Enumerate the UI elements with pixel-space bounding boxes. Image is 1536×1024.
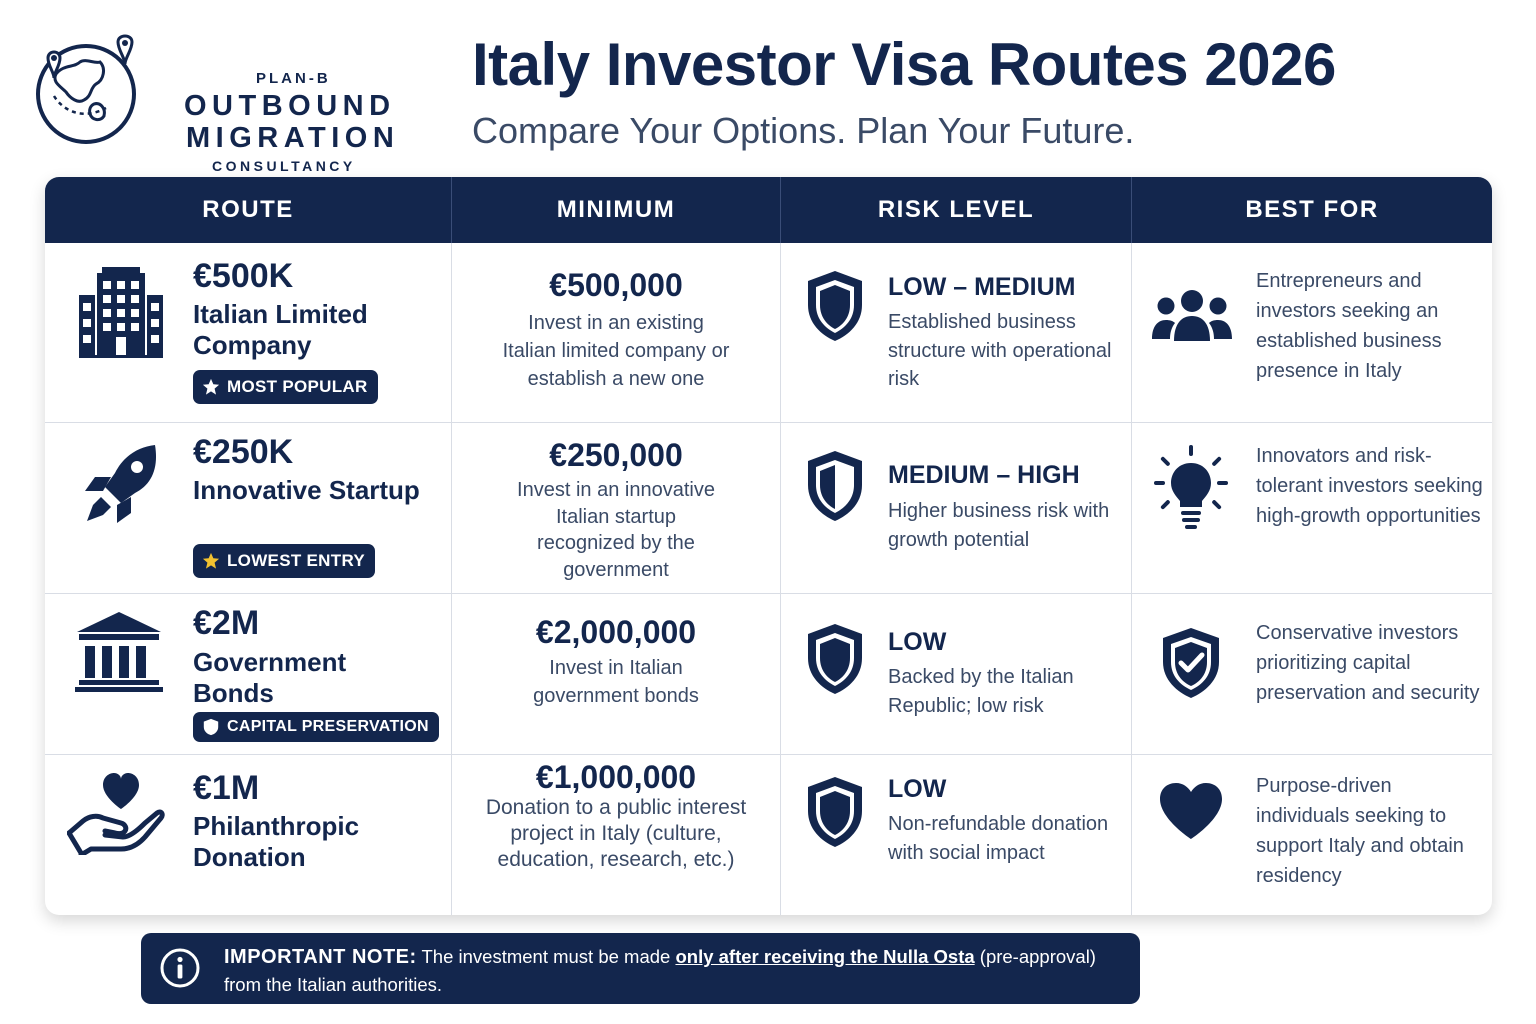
risk-cell [781, 594, 1131, 754]
important-note-banner [141, 933, 1140, 1004]
minimum-cell [452, 755, 780, 915]
badge-capital-preservation [193, 712, 439, 742]
badge-label: CAPITAL PRESERVATION [227, 718, 429, 735]
best-for-description: Entrepreneurs and investors seeking an established business presence in Italy [1256, 270, 1442, 382]
group-of-people-icon [1152, 289, 1232, 343]
shield-check-icon [1160, 626, 1222, 700]
company-logo [34, 34, 400, 174]
route-amount: €250K [193, 433, 294, 471]
half-shield-icon [805, 449, 865, 523]
hand-holding-heart-icon [67, 771, 165, 855]
logo-outbound: OUTBOUND [184, 90, 396, 122]
star-icon [202, 552, 220, 570]
badge-label: LOWEST ENTRY [227, 551, 366, 570]
shield-icon [805, 775, 865, 849]
best-for-cell [1132, 755, 1492, 915]
risk-level: MEDIUM – HIGH [888, 461, 1080, 489]
minimum-amount: €2,000,000 [535, 614, 697, 650]
risk-cell [781, 243, 1131, 422]
minimum-cell [452, 423, 780, 593]
note-text-before: The investment must be made [421, 946, 671, 967]
page-title: Italy Investor Visa Routes 2026 [472, 31, 1336, 98]
risk-description: Non-refundable donation with social impact [888, 813, 1109, 864]
route-name: Philanthropic Donation [193, 811, 360, 872]
logo-plan-b: PLAN-B [256, 70, 331, 87]
minimum-cell [452, 594, 780, 754]
table-row [45, 243, 1492, 422]
lightbulb-icon [1154, 445, 1228, 531]
minimum-description: Invest in an innovative Italian startup recognized by the government [517, 479, 715, 581]
note-label: IMPORTANT NOTE: [224, 946, 417, 968]
page-subtitle: Compare Your Options. Plan Your Future. [472, 110, 1135, 151]
route-name: Innovative Startup [193, 475, 420, 505]
column-header-minimum: MINIMUM [556, 196, 676, 223]
logo-consultancy: CONSULTANCY [212, 158, 356, 174]
note-text-after: (pre-approval) from the Italian authorities. [224, 946, 1096, 995]
logo-migration: MIGRATION [186, 122, 400, 154]
table-row [45, 755, 1492, 915]
column-header-best-for: BEST FOR [1245, 196, 1379, 223]
minimum-amount: €1,000,000 [535, 759, 697, 795]
badge-label: MOST POPULAR [227, 377, 368, 396]
office-building-icon [75, 267, 167, 359]
route-name: Italian Limited Company [193, 299, 368, 360]
route-amount: €500K [193, 257, 294, 295]
minimum-description: Invest in an existing Italian limited company or establish a new one [502, 312, 730, 390]
minimum-cell [452, 243, 780, 422]
minimum-description: Donation to a public interest project in Italy (culture, education, research, etc.) [485, 796, 747, 871]
info-icon [159, 947, 201, 989]
risk-cell [781, 423, 1131, 593]
badge-lowest-entry [193, 544, 375, 578]
minimum-description: Invest in Italian government bonds [533, 657, 699, 707]
risk-cell [781, 755, 1131, 915]
minimum-amount: €500,000 [549, 267, 683, 303]
government-building-icon [75, 612, 163, 692]
best-for-cell [1132, 423, 1492, 593]
best-for-description: Conservative investors prioritizing capital preservation and security [1256, 622, 1480, 704]
star-icon [202, 378, 220, 396]
risk-level: LOW [888, 628, 947, 656]
best-for-cell [1132, 594, 1492, 754]
risk-level: LOW [888, 775, 947, 803]
heart-icon [1158, 781, 1224, 841]
badge-most-popular [193, 370, 378, 404]
best-for-description: Purpose-driven individuals seeking to support Italy and obtain residency [1256, 775, 1464, 887]
column-header-risk-level: RISK LEVEL [877, 196, 1035, 223]
rocket-icon [81, 443, 161, 529]
column-header-route: ROUTE [202, 196, 294, 223]
risk-description: Backed by the Italian Republic; low risk [888, 666, 1074, 717]
table-header [45, 177, 1492, 243]
comparison-table [45, 177, 1492, 915]
note-nulla-osta: only after receiving the Nulla Osta [675, 946, 975, 967]
best-for-description: Innovators and risk-tolerant investors seeking high-growth opportunities [1256, 445, 1483, 527]
table-row [45, 594, 1492, 754]
globe-with-location-pins-icon [34, 34, 144, 146]
route-amount: €1M [193, 769, 260, 807]
route-amount: €2M [193, 604, 260, 642]
risk-level: LOW – MEDIUM [888, 273, 1076, 301]
shield-icon [805, 269, 865, 343]
important-note-text [224, 943, 1124, 998]
risk-description: Higher business risk with growth potential [888, 500, 1110, 551]
shield-icon [202, 718, 220, 736]
shield-icon [805, 622, 865, 696]
table-row [45, 423, 1492, 593]
minimum-amount: €250,000 [549, 437, 683, 473]
best-for-cell [1132, 243, 1492, 422]
risk-description: Established business structure with operational risk [888, 311, 1112, 390]
route-name: Government Bonds [193, 647, 347, 708]
